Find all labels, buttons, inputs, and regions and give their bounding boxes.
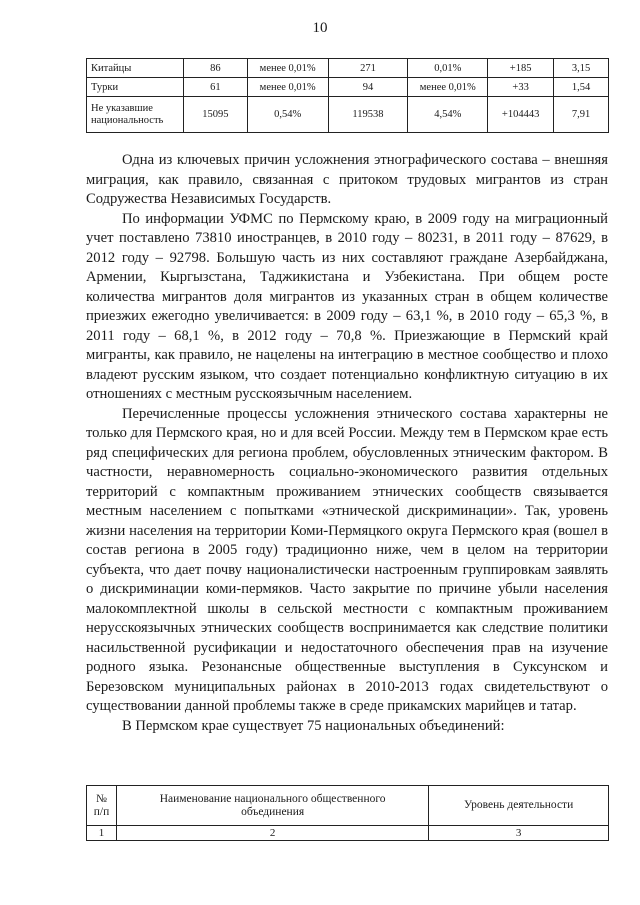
header-line: объединения (241, 805, 305, 818)
header-line: Наименование национального общественного (159, 792, 386, 805)
page-number: 10 (312, 20, 328, 36)
column-header-name (116, 786, 428, 826)
column-number-cell: 3 (429, 826, 609, 841)
column-header-number (87, 786, 117, 826)
column-number-cell: 2 (116, 826, 428, 841)
table-cell: Китайцы (87, 59, 184, 78)
paragraph: В Пермском крае существует 75 национальных объединений: (122, 717, 505, 734)
organizations-table (86, 785, 609, 841)
table-row (87, 59, 609, 78)
table-cell: 15095 (183, 97, 247, 133)
table-header-row (87, 786, 609, 826)
nationality-stats-table (86, 58, 609, 133)
body-text (86, 151, 608, 736)
table-row (87, 826, 609, 841)
table-row (87, 97, 609, 133)
table-cell: +185 (488, 59, 554, 78)
column-number-cell: 1 (87, 826, 117, 841)
header-line: № (95, 792, 107, 805)
table-cell: 271 (328, 59, 408, 78)
table-cell (87, 97, 184, 133)
cell-line: национальность (91, 114, 164, 126)
paragraph: Перечисленные процессы усложнения этнического состава характерны не только для Пермского края, но и для всей России. Между тем в Пермском крае есть ряд специфических для региона проблем, обусловленных этническим фактором. В частности, неравномерность социально-экономического развития отдельных территорий с компактным проживанием этнических сообществ связывается местным населением с попытками «этнической дискриминации». Так, уровень жизни населения на территории Коми-Пермяцкого округа Пермского края (вошел в состав региона в 2005 году) традиционно ниже, чем в целом на территории субъекта, что дает почву националистически настроенным группировкам заявлять о дискриминации коми-пермяков. Часто закрытие по причине убыли населения малокомплектной школы в сельской местности с компактным проживанием нерусскоязычных этнических сообществ воспринимается как следствие политики насильственной русификации и недостаточного обеспечения прав на изучение родного языка. Резонансные общественные выступления в Суксунском и Березовском муниципальных районах в 2010-2013 годах свидетельствуют о существовании данной проблемы также в среде прикамских марийцев и татар. (86, 405, 608, 714)
table-cell: 86 (183, 59, 247, 78)
column-header-level: Уровень деятельности (429, 786, 609, 826)
table-cell: 0,54% (247, 97, 328, 133)
table-cell: 119538 (328, 97, 408, 133)
table-cell: менее 0,01% (247, 59, 328, 78)
paragraph: По информации УФМС по Пермскому краю, в 2009 году на миграционный учет поставлено 73810 иностранцев, в 2010 году – 80231, в 2011 году – 87629, в 2012 году – 92798. Большую часть из них составляют граждане Азербайджана, Армении, Кыргызстана, Таджикистана и Узбекистана. При общем росте количества мигрантов доля мигрантов из указанных стран в общем количестве приезжих ежегодно увеличивается: в 2009 году – 63,1 %, в 2010 году – 65,3 %, в 2011 году – 68,1 %, в 2012 году – 70,8 %. Приезжающие в Пермский край мигранты, как правило, не нацелены на интеграцию в местное сообщество и плохо владеют русским языком, что создает потенциально конфликтную ситуацию в их отношениях с местным русскоязычным населением. (86, 210, 608, 402)
table-cell: 94 (328, 78, 408, 97)
table-cell: менее 0,01% (247, 78, 328, 97)
table-cell: 1,54 (554, 78, 609, 97)
table-cell: +104443 (488, 97, 554, 133)
table-cell: менее 0,01% (408, 78, 488, 97)
table-cell: +33 (488, 78, 554, 97)
table-cell: 4,54% (408, 97, 488, 133)
cell-line: Не указавшие (91, 102, 153, 114)
table-cell: 61 (183, 78, 247, 97)
table-cell: Турки (87, 78, 184, 97)
table-cell: 3,15 (554, 59, 609, 78)
paragraph: Одна из ключевых причин усложнения этнографического состава – внешняя миграция, как правило, связанная с притоком трудовых мигрантов из стран Содружества Независимых Государств. (86, 152, 608, 207)
table-cell: 7,91 (554, 97, 609, 133)
table-row (87, 78, 609, 97)
header-line: п/п (93, 805, 110, 818)
table-cell: 0,01% (408, 59, 488, 78)
